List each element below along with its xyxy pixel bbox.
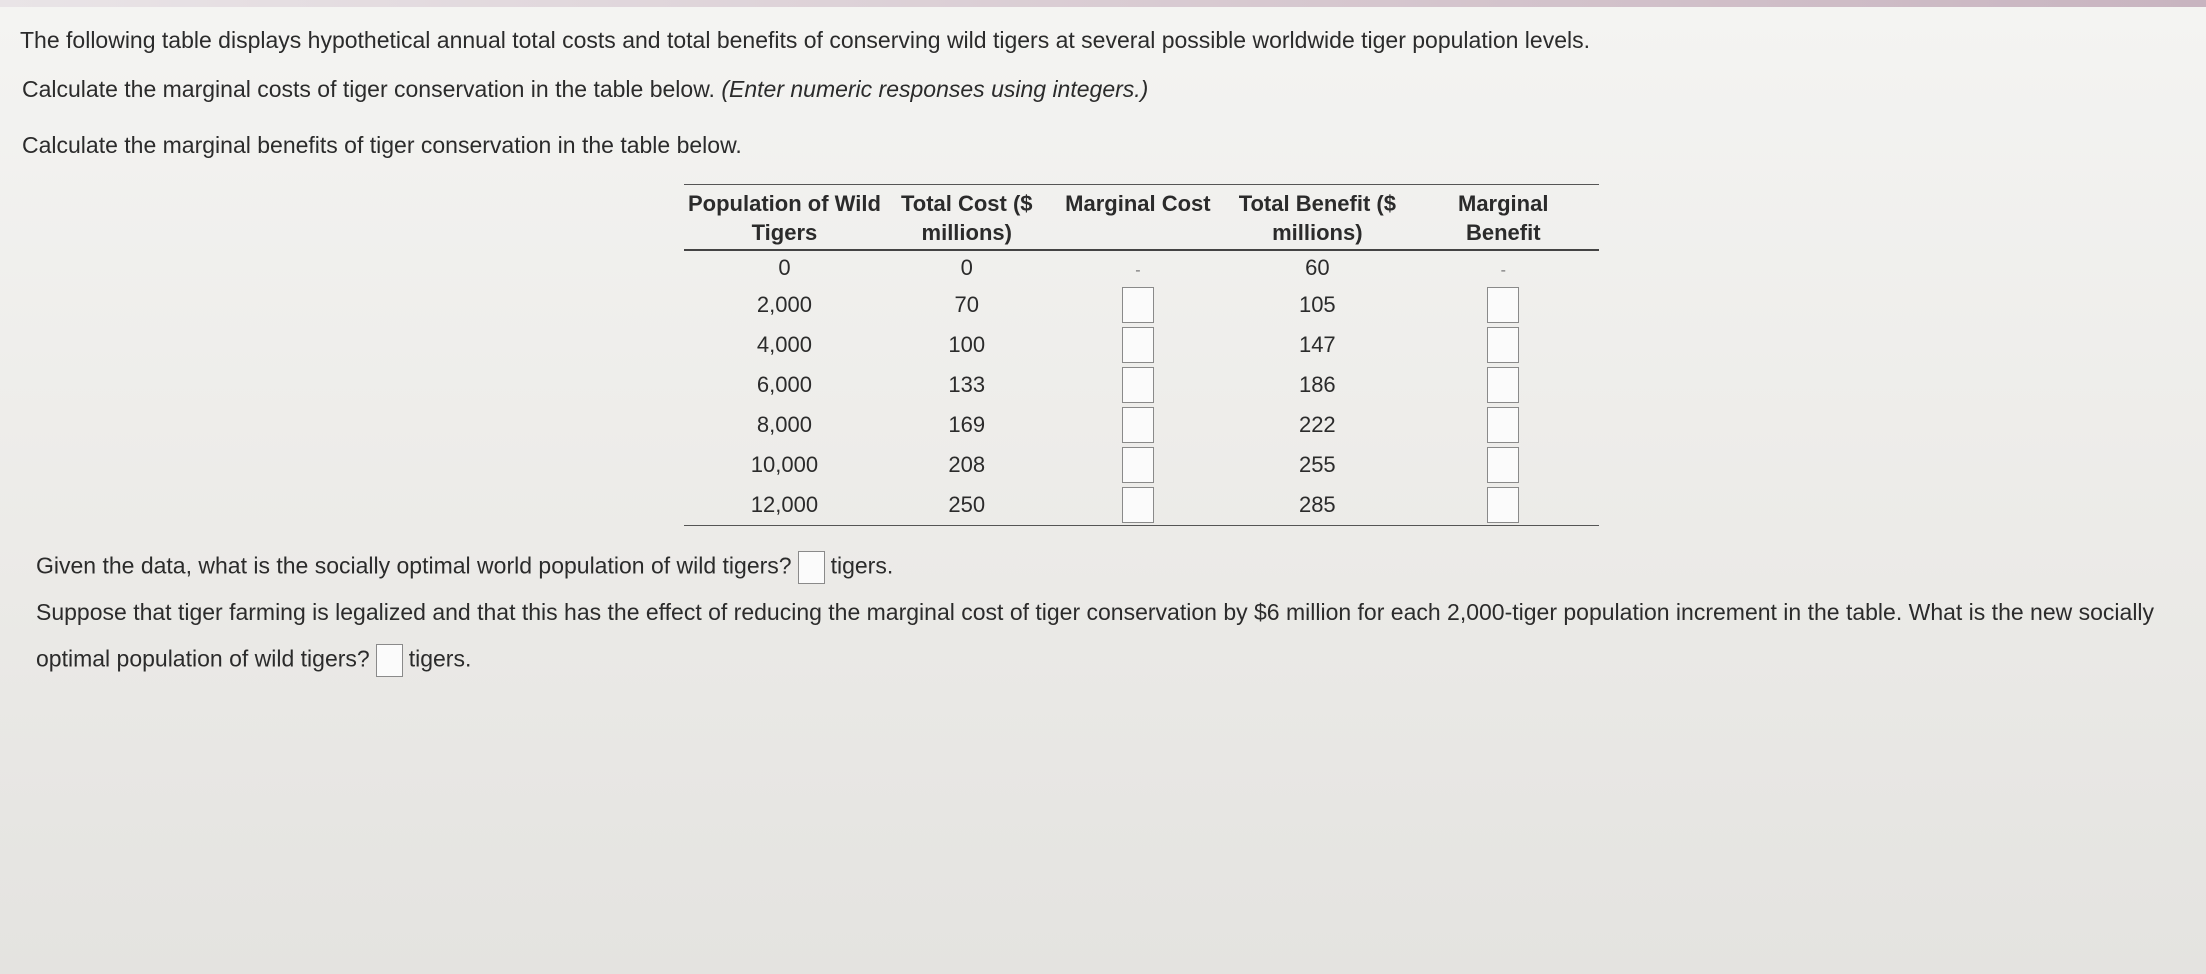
total-benefit-cell: 186 [1298, 372, 1336, 397]
total-benefit-cell: 285 [1298, 492, 1336, 517]
total-benefit-cell: 147 [1298, 332, 1336, 357]
optimal-population-question [36, 551, 893, 584]
table-row [684, 365, 1599, 405]
table-header-row [684, 185, 1599, 251]
marginal-cost-input[interactable] [1122, 447, 1154, 483]
marginal-cost-input[interactable] [1122, 407, 1154, 443]
question1-unit: tigers. [830, 552, 894, 579]
marginal-benefit-input[interactable] [1487, 367, 1519, 403]
population-cell: 4,000 [756, 332, 812, 357]
marginal-benefit-cell [1407, 285, 1599, 325]
tiger-conservation-table [684, 184, 1599, 526]
marginal-cost-input[interactable] [1122, 487, 1154, 523]
table-row [684, 325, 1599, 365]
marginal-cost-instruction-text: Calculate the marginal costs of tiger conservation in the table below. [22, 76, 715, 102]
marginal-benefit-cell [1407, 365, 1599, 405]
header-marginal-cost: Marginal Cost [1065, 191, 1211, 216]
integer-note: (Enter numeric responses using integers.) [721, 76, 1149, 102]
marginal-cost-cell [1049, 285, 1228, 325]
total-cost-cell: 0 [960, 255, 973, 280]
total-cost-cell: 70 [954, 292, 979, 317]
marginal-benefit-input[interactable] [1487, 327, 1519, 363]
marginal-benefit-input[interactable] [1487, 407, 1519, 443]
marginal-cost-cell [1049, 485, 1228, 526]
population-cell: 10,000 [750, 452, 819, 477]
marginal-cost-cell [1049, 405, 1228, 445]
total-benefit-cell: 222 [1298, 412, 1336, 437]
total-cost-cell: 100 [948, 332, 986, 357]
header-population: Population of Wild Tigers [688, 191, 881, 245]
marginal-cost-input[interactable] [1122, 287, 1154, 323]
empty-dash: - [1135, 262, 1141, 279]
marginal-benefit-cell [1407, 250, 1599, 285]
total-benefit-cell: 105 [1298, 292, 1336, 317]
optimal-population-input[interactable] [798, 551, 825, 584]
total-cost-cell: 133 [948, 372, 986, 397]
marginal-cost-cell [1049, 445, 1228, 485]
table-row [684, 485, 1599, 526]
table-row [684, 250, 1599, 285]
population-cell: 8,000 [756, 412, 812, 437]
total-benefit-cell: 255 [1298, 452, 1336, 477]
empty-dash: - [1500, 262, 1506, 279]
new-optimal-population-input[interactable] [376, 644, 403, 677]
marginal-cost-cell [1049, 365, 1228, 405]
marginal-benefit-instruction: Calculate the marginal benefits of tiger conservation in the table below. [22, 132, 742, 158]
marginal-benefit-input[interactable] [1487, 287, 1519, 323]
marginal-cost-instruction [22, 75, 1148, 103]
new-optimal-population-question [36, 644, 471, 677]
header-marginal-benefit: Marginal Benefit [1458, 191, 1549, 245]
population-cell: 6,000 [756, 372, 812, 397]
tiger-farming-question: Suppose that tiger farming is legalized and that this has the effect of reducing the marginal cost of tiger conservation by $6 million for each 2,000-tiger population increment in the table. What is the new socially [36, 599, 2155, 625]
marginal-cost-cell [1049, 250, 1228, 285]
question2-text: optimal population of wild tigers? [36, 645, 370, 672]
header-total-benefit: Total Benefit ($ millions) [1238, 191, 1396, 245]
marginal-cost-input[interactable] [1122, 367, 1154, 403]
intro-text: The following table displays hypothetical annual total costs and total benefits of conserving wild tigers at several possible worldwide tiger population levels. [20, 27, 1590, 53]
marginal-cost-input[interactable] [1122, 327, 1154, 363]
table-row [684, 405, 1599, 445]
question2-unit: tigers. [408, 645, 472, 672]
marginal-benefit-cell [1407, 405, 1599, 445]
total-cost-cell: 169 [948, 412, 986, 437]
table-row [684, 285, 1599, 325]
marginal-benefit-input[interactable] [1487, 447, 1519, 483]
marginal-benefit-input[interactable] [1487, 487, 1519, 523]
total-cost-cell: 250 [948, 492, 986, 517]
marginal-benefit-cell [1407, 445, 1599, 485]
table-row [684, 445, 1599, 485]
marginal-benefit-cell [1407, 485, 1599, 526]
population-cell: 12,000 [750, 492, 819, 517]
total-cost-cell: 208 [948, 452, 986, 477]
window-top-edge [0, 0, 2206, 7]
total-benefit-cell: 60 [1305, 255, 1330, 280]
question1-text: Given the data, what is the socially optimal world population of wild tigers? [36, 552, 792, 579]
header-total-cost: Total Cost ($ millions) [900, 191, 1033, 245]
population-cell: 2,000 [756, 292, 812, 317]
marginal-benefit-cell [1407, 325, 1599, 365]
marginal-cost-cell [1049, 325, 1228, 365]
population-cell: 0 [778, 255, 791, 280]
